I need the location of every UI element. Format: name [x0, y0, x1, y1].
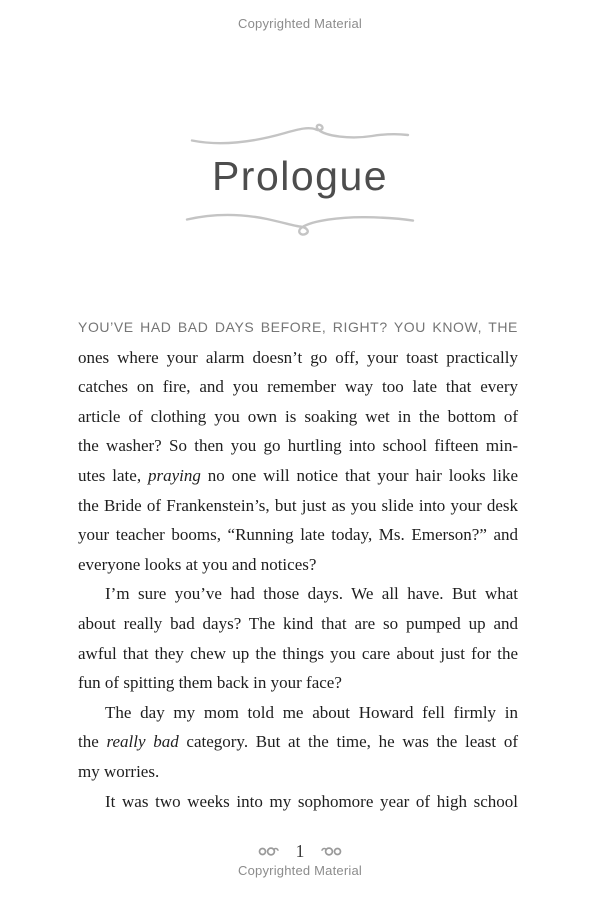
decorative-squiggle-bottom-icon	[185, 206, 415, 237]
copyright-notice-top: Copyrighted Material	[238, 16, 362, 31]
footer-swirl-left-icon	[257, 846, 279, 857]
body-line: awful that they chew up the things you care about just for the	[78, 643, 518, 663]
body-line: article of clothing you own is soaking wet in the bottom of	[78, 406, 518, 426]
body-line: ones where your alarm doesn’t go off, your toast practically	[78, 347, 518, 367]
body-line: the really bad category. But at the time, he was the least of	[78, 732, 518, 752]
body-line: I’m sure you’ve had those days. We all have. But what	[105, 584, 518, 604]
chapter-title: Prologue	[211, 153, 389, 199]
chapter-heading	[0, 121, 600, 237]
body-line: my worries.	[78, 761, 160, 781]
copyright-notice-bottom: Copyrighted Material	[238, 863, 362, 878]
page-number: 1	[295, 841, 305, 861]
body-line: everyone looks at you and notices?	[78, 554, 317, 574]
lead-in-line: YOU’VE HAD BAD DAYS BEFORE, RIGHT? YOU KNOW, THE	[78, 319, 518, 335]
body-line: the washer? So then you go hurtling into school fifteen min-	[78, 436, 518, 456]
body-line: the Bride of Frankenstein’s, but just as you slide into your desk	[78, 495, 518, 515]
body-line: about really bad days? The kind that are so pumped up and	[78, 613, 518, 633]
body-line: your teacher booms, “Running late today, Ms. Emerson?” and	[78, 525, 518, 545]
footer-swirl-right-icon	[321, 846, 343, 857]
body-line: It was two weeks into my sophomore year of high school	[105, 791, 518, 811]
body-line: utes late, praying no one will notice that your hair looks like	[78, 465, 519, 485]
decorative-squiggle-top-icon	[190, 121, 410, 148]
body-line: fun of spitting them back in your face?	[78, 673, 342, 693]
body-line: catches on fire, and you remember way too late that every	[78, 377, 518, 397]
page-body	[78, 313, 518, 816]
page-footer	[0, 841, 600, 861]
body-line: The day my mom told me about Howard fell firmly in	[105, 702, 518, 722]
